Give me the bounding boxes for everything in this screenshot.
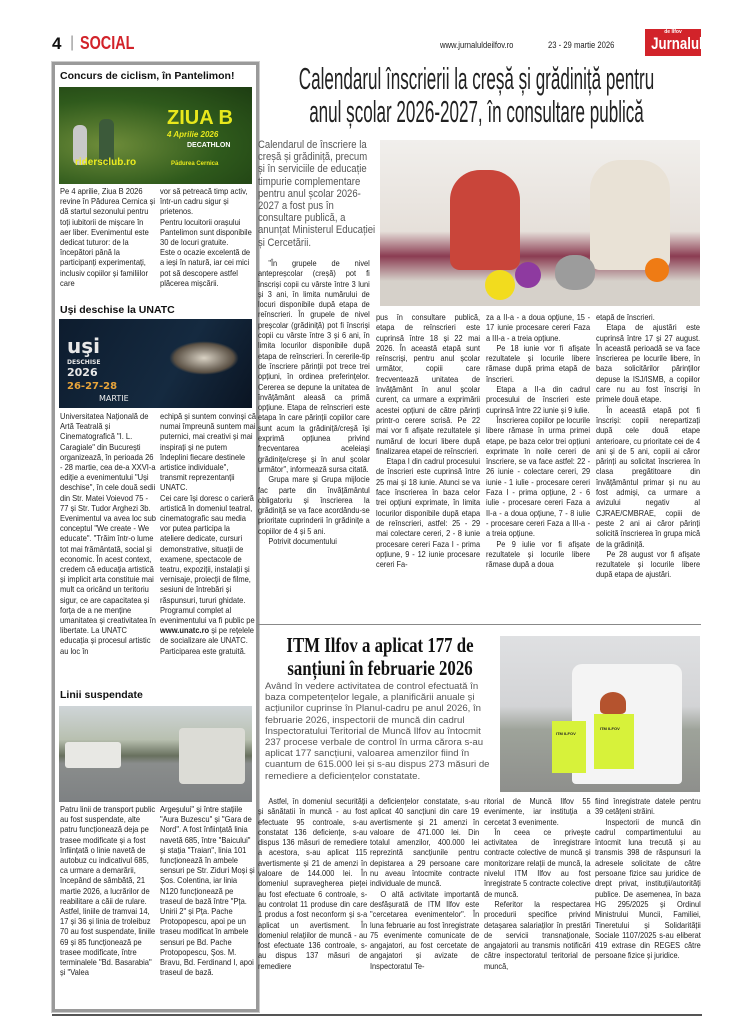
unatc-text-col2 [160, 411, 256, 656]
paragraph: etapă de înscrieri. [596, 312, 655, 322]
headline-line: Calendarul înscrierii la creșă și grădiniță pentru [298, 61, 655, 96]
paragraph: Etapa I din cadrul procesului de înscrieri este cuprinsă între 25 mai și 18 iunie. Atunci se va face înscrierea în baza celor trei opțiuni exprimate, în limita locurilor disponibile după etapa de reînscrieri, astfel: 25 - 29 mai colectare cereri, 2 - 8 iunie procesare cereri Faza I - prima opțiune, 9 - 12 iunie procesare cereri Fa- [376, 456, 481, 570]
poster-location: Pădurea Cernica [171, 161, 219, 167]
article1-col3 [486, 312, 590, 569]
headline-line: sanțiuni în februarie 2026 [287, 656, 473, 680]
paragraph: Patru linii de transport public au fost suspendate, alte patru funcționează deja pe trasee modificate și a fost înființată o linie navetă de autobuz cu indicativul 685, ca urmare a demarării, începând de sâmbătă, 21 martie 2026, a lucrărilor de reabilitare a căii de rulare. [60, 804, 156, 906]
paragraph: În această etapă pot fi înscriși: copiii nerepartizați după cele două etape anterioare, cu prioritate cei de 4 ani și de 5 ani, copiii ai căror părinți au solicitat înscrierea în clasa pregătitoare din învățământul primar și nu au fost admiși, ca urmare a avizului negativ al CJRAE/CMBRAE, copiii de peste 2 ani ai căror părinți solicită înscrierea în grupa mică de la grădiniță. [596, 404, 701, 549]
paragraph: O altă activitate importantă desfășurată de ITM Ilfov este "cercetarea evenimentelor". În luna februarie au fost înregistrate 75 evenimente comunicate de angajatori, au fost cercetate de angajatori și avizate de Inspectoratul Te- [370, 888, 480, 971]
paragraph: "În grupele de nivel antepreșcolar (creșă) pot fi înscriși copii cu vârste între 3 luni și 3 ani, în limita numărului de locuri disponibile după etapa de reînscrieri. În grupele de nivel preșcolar (grădiniță) pot fi înscriși copii cu vârste între 3 și 6 ani, în limita locurilor disponibile după etapa de reînscrieri. În cererile-tip de înscriere părinții pot trece trei opțiuni, în ordinea preferințelor. Cererea se depune la unitatea de învățământ aleasă ca primă opțiune. Etapa de reînscrieri este etapa în care părinții copiilor care sunt acum la grădiniță/creșă își exprimă opțiunea privind frecventarea aceleiași grădinițe/creșe și în anul școlar următor", informează sursa citată. [258, 258, 370, 474]
cycling-text-col1 [60, 186, 156, 288]
children-playing-photo [380, 140, 700, 306]
site-url[interactable]: www.jurnaluldeilfov.ro [440, 40, 514, 50]
ball [485, 270, 515, 300]
dancer-figure [169, 341, 239, 375]
paragraph: Astfel, în domeniul securității și sănătatii în muncă - au fost efectuate 95 controale, s-au constatat 136 deficiențe, s-au dispus 136 măsuri de remediere a acestora, s-au aplicat 115 avertismente și 21 de amenzi în valoare de 144.000 lei. În domeniul supravegherea pieței au fost efectuate 6 controale, s-au controlat 11 produse din care 1 produs a fost neconform și s-a aplicat un avertisment. În domeniul relațiilor de muncă - au fost efectuate 136 controale, s-au dispus 137 măsuri de remediere [258, 796, 368, 971]
poster-sponsor: DECATHLON [187, 142, 231, 149]
article2-headline [262, 634, 498, 680]
paragraph: Grupa mare și Grupa mijlocie fac parte din învățământul obligatoriu și înscrierea la grădiniță se va face acordându-se prioritate cuprinderii în grădinițe a copiilor de 4 și 5 ani. [258, 474, 370, 536]
unatc-link[interactable]: www.unatc.ro [160, 625, 210, 636]
paragraph: echipă și suntem convinși că numai împreună suntem mai puternici, mai creativi și mai inspirați și ne putem îndeplini fiecare destinele artistice individuale", transmit reprezentanții UNATC. [160, 411, 256, 493]
paragraph [160, 605, 256, 656]
paragraph: vor să petreacă timp activ, într-un cadru sigur și prietenos. [160, 186, 248, 217]
unatc-heading: Uşi deschise la UNATC [60, 304, 175, 316]
poster-title: uşi [67, 334, 100, 358]
logo-big-text: Jurnalul [651, 34, 703, 53]
paragraph: Argeșului" și între stațiile "Aura Buzescu" și "Gara de Nord". A fost înființată linia navetă 685, între "Baicului" și stația "Traian", linia 101 funcționează în ambele sensuri pe Str. Ziduri Moși și Șos. Colentina, iar linia N120 funcționează pe traseul de bază între "Pța. Unirii 2" și Pța. Pache Protopopescu, apoi pe un traseu modificat în ambele sensuri pe Bd. Pache Protopopescu, Șos. M. Bravu, Bd. Ferdinand I, apoi traseul de bază. [160, 804, 255, 978]
article1-intro: Calendarul de înscriere la creșă și grădiniță, precum și în serviciile de educație timpurie complementare pentru anul școlar 2026-2027 a fost pus în consultare publică, a anunțat Ministerul Educației și Cercetării. [258, 139, 376, 249]
paragraph: Referitor la respectarea procedurii specifice privind detașarea salariaților în prestări de servicii transnaționale, angajatorii au transmis notificări către inspectoratul teritorial de muncă, [484, 898, 591, 971]
article1-col1 [258, 258, 370, 546]
toy-elephant [555, 255, 595, 290]
cycling-heading: Concurs de ciclism, în Pantelimon! [60, 70, 235, 82]
header-separator: | [70, 34, 75, 51]
article1-col4 [596, 312, 700, 580]
safety-vest [594, 714, 634, 769]
unatc-poster-image [59, 319, 252, 408]
vest-text: ITM ILFOV [600, 726, 620, 731]
article1-headline [262, 62, 691, 128]
paragraph: a deficiențelor constatate, s-au aplicat 40 sancțiuni din care 19 avertismente și 21 amenzi în valoare de 471.000 lei. Din totalul amenzilor, 400.000 lei reprezintă sancțiunile pentru depistarea a 29 persoane care nu aveau întocmite contracte individuale de muncă. [370, 796, 480, 889]
article2-col3 [484, 796, 591, 971]
poster-site: ridersclub.ro [75, 157, 137, 168]
article2-intro: Având în vedere activitatea de control efectuată în baza competențelor legale, a planificării anuale și acțiunilor cuprinse în Planul-cadru pe anul 2026, în februarie 2026, inspectorii de muncă din cadrul Inspectoratului Teritorial de Muncă Ilfov au întocmit 237 procese verbale de control în urma cărora s-au aplicat 177 sancțiuni, valoarea amenzilor fiind în cuantum de 615.000 lei și s-au dispus 273 măsuri de remediere a deficiențelor constatate. [265, 681, 490, 782]
section-title: SOCIAL [80, 33, 135, 53]
paragraph: Pe 4 aprilie, Ziua B 2026 revine în Pădurea Cernica și dă startul sezonului pentru toți iubitorii de mișcare în aer liber. Evenimentul este dedicat tuturor: de la începători până la participanți experimentați, inclusiv copiilor și familiilor care [60, 186, 156, 288]
lines-heading: Linii suspendate [60, 689, 143, 701]
issue-date: 23 - 29 martie 2026 [548, 40, 615, 50]
newspaper-logo [645, 29, 701, 56]
paragraph: ritorial de Muncă Ilfov 55 evenimente, iar instituția a cercetat 3 evenimente. [484, 796, 591, 827]
poster-title: ZIUA B [167, 107, 233, 129]
lines-text-col1 [60, 804, 156, 977]
person-head [600, 692, 626, 714]
paragraph: Pe 18 iunie vor fi afișate rezultatele și locurile libere rămase după prima etapă de înscrieri. [486, 342, 591, 384]
paragraph: Cei care își doresc o carieră artistică în domeniul teatral, cinematografic sau media vor putea participa la ateliere dedicate, cursuri demonstrative, situații de examene, spectacole de teatru, expoziții, instalații și vernisaje, proiecții de filme, sesiuni de întrebări și răspunsuri, tururi ghidate. [160, 492, 254, 605]
trolleybus-photo [59, 706, 252, 802]
poster-dates: 26-27-28 [67, 381, 118, 392]
vest-text: ITM ILFOV [556, 731, 576, 736]
paragraph: Este o ocazie excelentă de a ieși în natură, iar cei mici pot să descopere astfel plăcerea mișcării. [160, 247, 251, 288]
headline-line: anul școlar 2026-2027, în consultare publică [309, 94, 644, 129]
safety-vest [552, 721, 586, 773]
text: și pe rețelele de socializare ale UNATC. Participarea este gratuită. [160, 625, 254, 656]
paragraph: Inspectorii de muncă din cadrul compartimentului au întocmit luna trecută și au transmis 398 de răspunsuri la adresele solicitate de către persoane fizice sau juridice de drept privat, instituții/autorități publice. De asemenea, în baza HG 295/2025 și Ordinul Ministrului Muncii, Familiei, Tineretului și Solidarității Sociale 1107/2025 s-au eliberat 419 extrase din REGES către persoane fizice și juridice. [595, 816, 701, 961]
paragraph: În ceea ce privește activitatea de înregistrare contracte colective de muncă și monitorizare relații de muncă, la nivelul ITM Ilfov au fost înregistrate 5 contracte colective de muncă. [484, 826, 591, 899]
paragraph: Pe 28 august vor fi afișate rezultatele și locurile libere după etapa de ajustări. [596, 548, 701, 580]
ball [515, 262, 541, 288]
paragraph: Pe 9 iulie vor fi afișate rezultatele și locurile libere rămase după a doua [486, 538, 591, 570]
article2-col2 [370, 796, 479, 971]
paragraph: Etapa de ajustări este cuprinsă între 17 și 27 august. În această perioadă se va face înscrierea pe locurile libere, în baza solicitărilor părinților depuse la ISJ/ISMB, a copiilor care nu au fost înscriși în primele două etape. [596, 322, 701, 405]
paragraph: Înscrierea copiilor pe locurile libere rămase în urma primei etape, pe baza celor trei opțiuni exprimate în noile cereri de înscriere, se va face astfel: 22 - 26 iunie - colectare cereri, 29 iunie - 1 iulie - procesare cereri Faza I - prima opțiune, 2 - 6 iulie - procesare cereri Faza a II-a - a doua opțiune, 7 - 8 iulie - procesare cereri Faza a III-a - a treia opțiune. [486, 414, 591, 539]
poster-subtitle: DESCHISE [67, 359, 101, 366]
article2-col4 [595, 796, 701, 961]
bus-figure [65, 742, 121, 768]
text: Programul complet al evenimentului va fi public pe [160, 604, 255, 626]
sidebar-news-box [52, 62, 259, 1012]
page-number: 4 [52, 34, 62, 53]
paragraph: pus în consultare publică, etapa de reînscrieri este cuprinsă între 18 și 22 mai 2026. În această etapă sunt reînscriși, pentru anul școlar următor, copiii care frecventează unitatea de învățământ în anul școlar curent, ca urmare a exprimării acestei opțiuni de către părinți printr-o cerere scrisă. Pe 22 mai vor fi afișate rezultatele și numărul de locuri libere după finalizarea etapei de reînscrieri. [376, 312, 481, 456]
ball [645, 258, 669, 282]
paragraph: za a II-a - a doua opțiune, 15 - 17 iunie procesare cereri Faza a III-a - a treia opțiune. [486, 312, 591, 343]
article2-col1 [258, 796, 367, 971]
unatc-text-col1 [60, 411, 156, 656]
article-divider [258, 624, 701, 625]
child-figure [450, 170, 520, 270]
cycling-poster-image [59, 87, 252, 184]
bus-figure [179, 728, 245, 784]
child-figure [590, 160, 670, 270]
paragraph: Pentru locuitorii orașului Pantelimon sunt disponibile 30 de locuri gratuite. [160, 216, 252, 248]
paragraph: Universitatea Națională de Artă Teatrală și Cinematografică "I. L. Caragiale" din București organizează, în perioada 26 - 28 martie, cea de-a XXVI-a ediție a evenimentului "Uși deschise", în cele două sedii din Str. Matei Voievod 75 - 77 și Str. Tudor Arghezi 3b. Evenimentul va avea loc sub conceptul "We create - We educate". "Trăim într-o lume tot mai frământată, social și economic. În acest context, credem că educația artistică și implicit arta constituie mai mult ca oricând un teritoriu sigur, ce are capacitatea și forța de a ne menține umanitatea și creativitatea în libertate. La UNATC educația și procesul artistic au loc în [60, 411, 156, 656]
paragraph: fiind înregistrate datele pentru 39 cetățeni străini. [595, 796, 701, 817]
itm-inspectors-photo [500, 636, 700, 792]
logo-small-text: de Ilfov [664, 29, 682, 35]
article1-col2 [376, 312, 480, 569]
paragraph: Etapa a II-a din cadrul procesului de înscrieri este cuprinsă între 22 iunie și 9 iulie. [486, 384, 591, 415]
poster-year: 2026 [67, 366, 98, 379]
poster-date: 4 Aprilie 2026 [167, 130, 219, 139]
headline-line: ITM Ilfov a aplicat 177 de [286, 633, 474, 657]
cycling-text-col2 [160, 186, 255, 288]
page-bottom-rule [52, 1014, 702, 1016]
lines-text-col2 [160, 804, 256, 977]
paragraph: Astfel, liniile de tramvai 14, 17 și 36 și linia de troleibuz 70 au fost suspendate, liniile 69 și 85 funcționează pe trasee modificate, între terminalele "Bd. Basarabia" și "Valea [60, 906, 156, 978]
paragraph: Potrivit documentului [268, 536, 337, 547]
poster-month: MARTIE [99, 394, 129, 403]
